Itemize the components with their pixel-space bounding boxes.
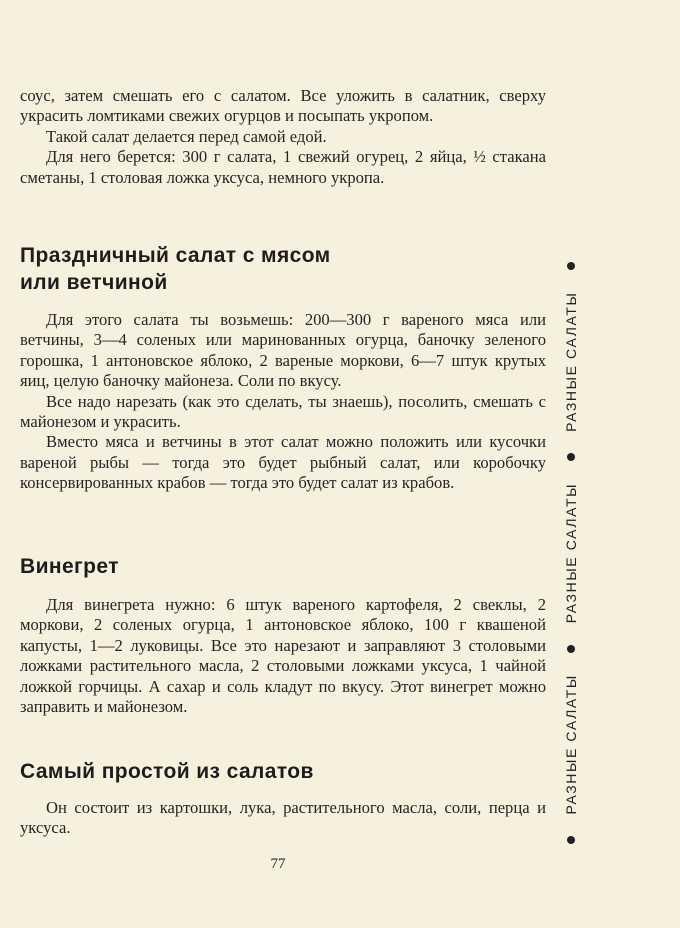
intro-paragraph-2: Такой салат делается перед самой едой. [46,126,327,146]
bullet-icon [567,836,575,844]
section-title-festive-salad [20,242,331,296]
side-label-3: РАЗНЫЕ САЛАТЫ [563,291,579,432]
simplest-salad-paragraph-1: Он состоит из картошки, лука, растительного масла, соли, перца и уксуса. [20,798,546,838]
simplest-salad-text [20,798,546,839]
intro-paragraph-1: соус, затем смешать его с салатом. Все уложить в салатник, сверху украсить ломтиками свежих огурцов и посыпать укропом. [20,86,546,126]
vinegret-text [20,595,546,717]
bullet-icon [567,645,575,653]
section-title-festive-salad-line1: Праздничный салат с мясом [20,244,331,267]
bullet-icon [567,453,575,461]
vinegret-paragraph-1: Для винегрета нужно: 6 штук вареного картофеля, 2 свеклы, 2 моркови, 2 соленых огурца, 1 антоновское яблоко, 100 г квашеной капусты, 1—2 луковицы. Все это нарезают и заправляют 3 столовыми ложками растительного масла, 2 столовыми ложками уксуса, 1 чайной ложкой горчицы. А сахар и соль кладут по вкусу. Этот винегрет можно заправить и майонезом. [20,595,546,717]
bullet-icon [567,262,575,270]
festive-salad-paragraph-3: Вместо мяса и ветчины в этот салат можно положить или кусочки вареной рыбы — тогда это будет рыбный салат, или коробочку консервированных крабов — тогда это будет салат из крабов. [20,432,546,493]
festive-salad-paragraph-2: Все надо нарезать (как это сделать, ты знаешь), посолить, смешать с майонезом и украсить. [20,391,546,432]
side-label-2: РАЗНЫЕ САЛАТЫ [563,482,579,624]
section-title-vinegret: Винегрет [20,555,119,578]
section-title-simplest-salad: Самый простой из салатов [20,760,314,783]
side-running-header [558,262,584,844]
section-title-festive-salad-line2: или ветчиной [20,271,168,294]
festive-salad-paragraph-1: Для этого салата ты возьмешь: 200—300 г вареного мяса или ветчины, 3—4 соленых или маринованных огурца, баночку зеленого горошка, 1 антоновское яблоко, 2 вареные моркови, 6—7 штук крутых яиц, целую баночку майонеза. Соли по вкусу. [20,310,546,391]
page-number: 77 [270,856,286,872]
intro-paragraph-3: Для него берется: 300 г салата, 1 свежий огурец, 2 яйца, ½ стакана сметаны, 1 столовая ложка уксуса, немного укропа. [20,147,546,187]
side-label-1: РАЗНЫЕ САЛАТЫ [563,674,579,815]
intro-text [20,86,546,188]
festive-salad-text [20,310,546,494]
